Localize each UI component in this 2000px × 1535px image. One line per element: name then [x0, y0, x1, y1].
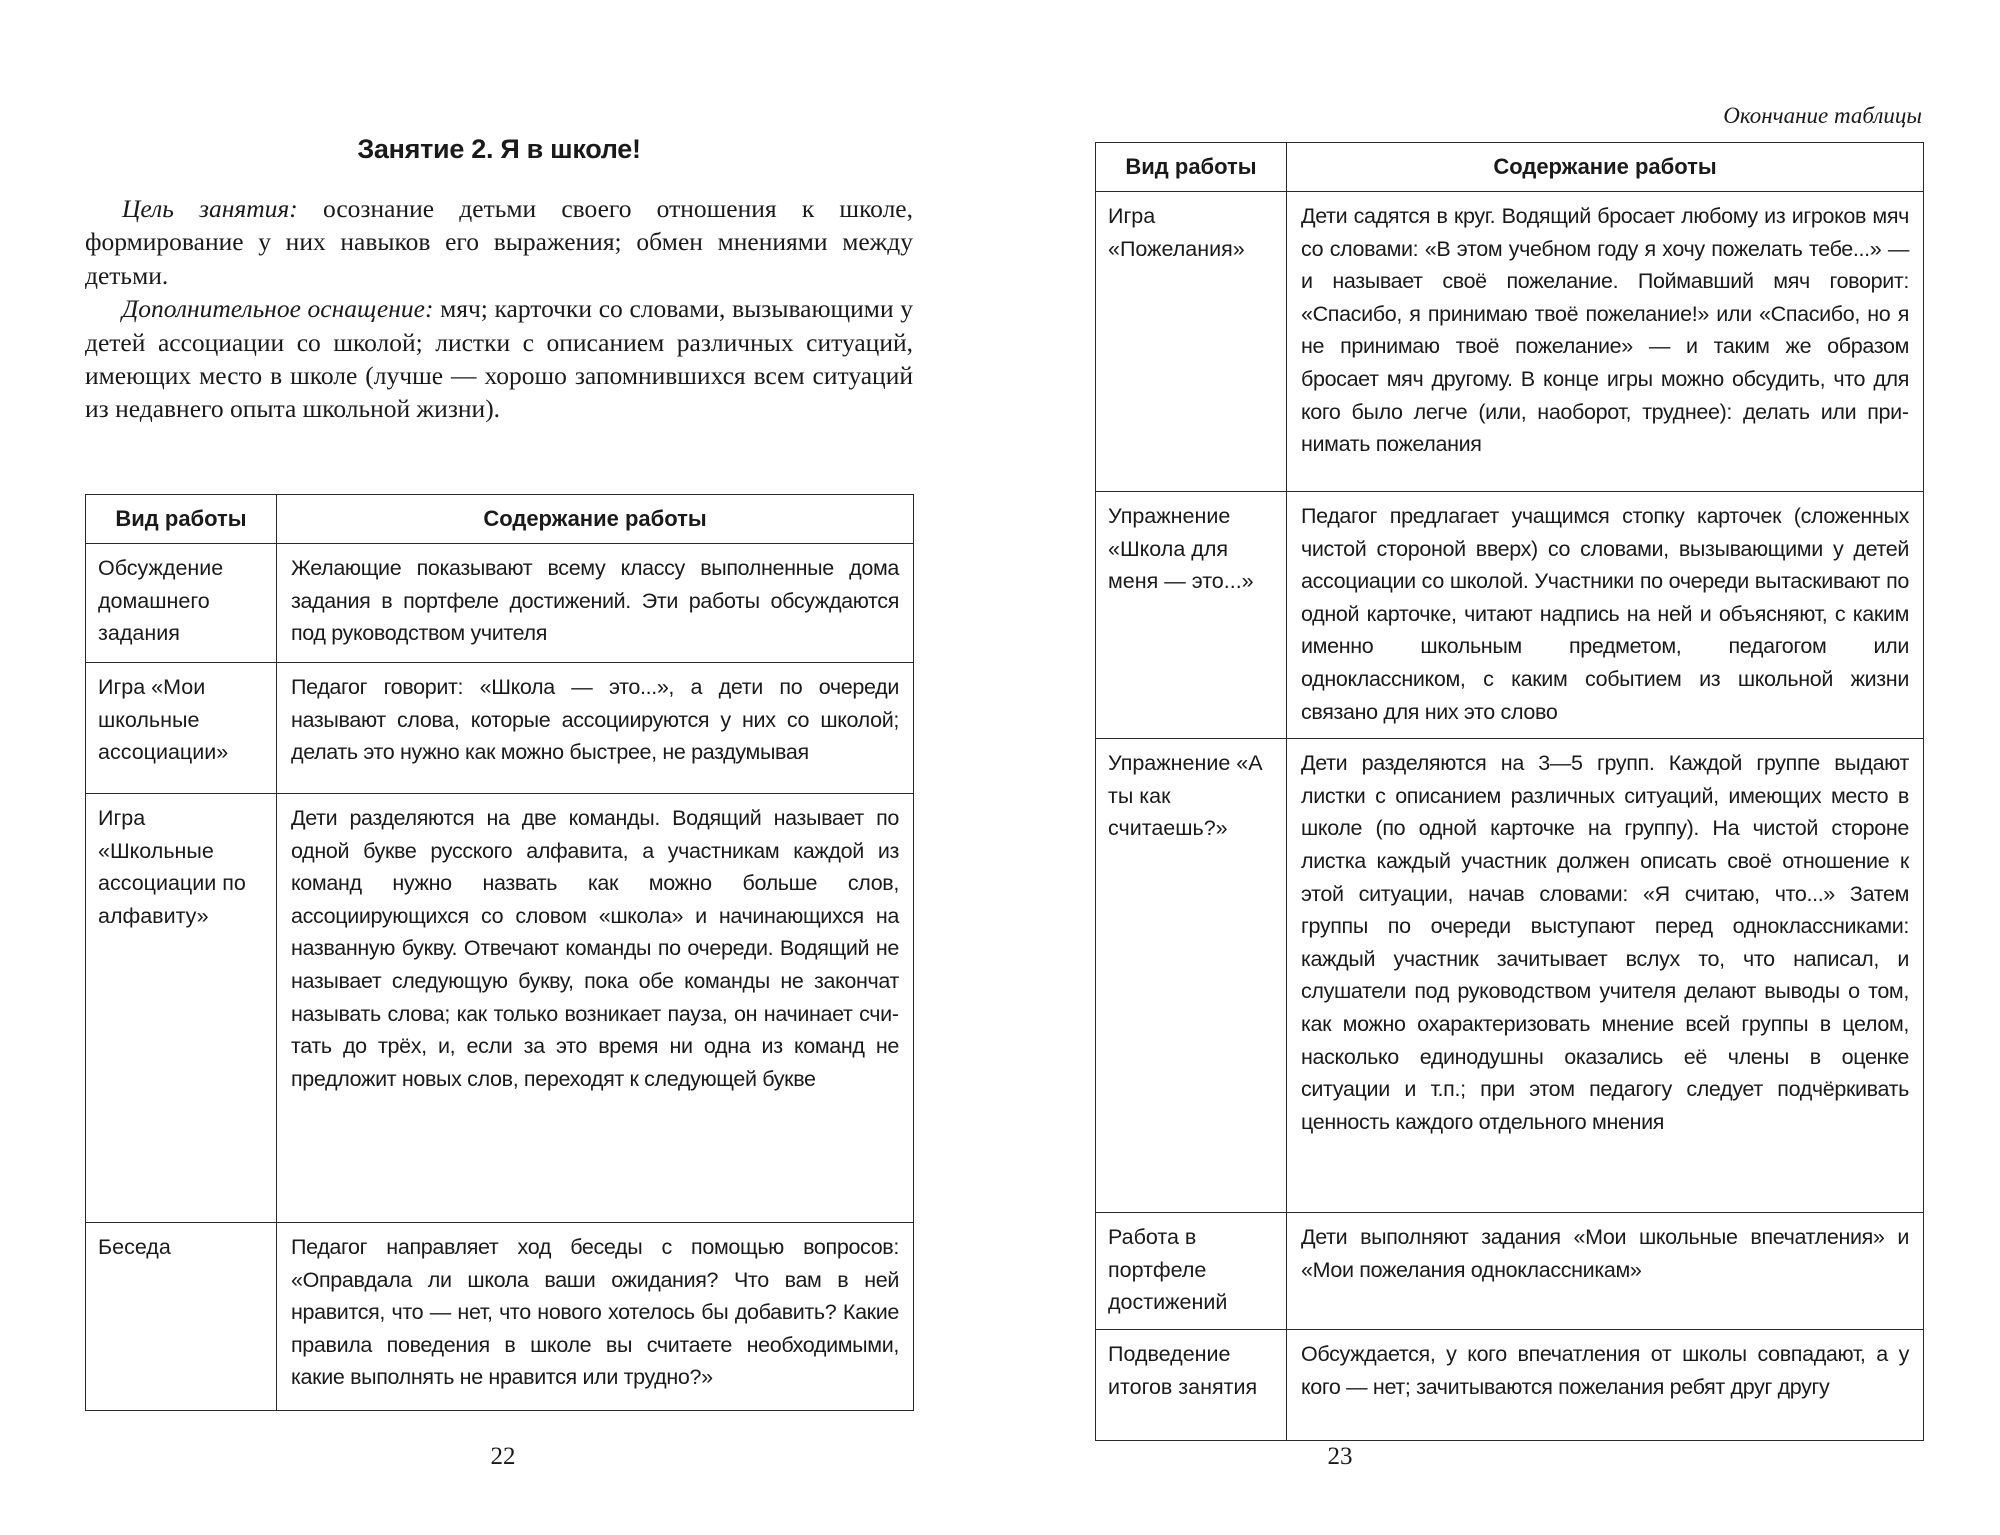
- table-row: [86, 663, 914, 794]
- table-row: [86, 544, 914, 663]
- lesson-intro: [85, 192, 913, 426]
- header-work-content: Содержание работы: [277, 495, 914, 544]
- table-row: [1096, 739, 1924, 1213]
- work-content-cell: Обсуждается, у кого впечатления от школы совпадают, а у кого — нет; зачитываются пожелания ребят друг другу: [1287, 1329, 1924, 1440]
- table-row: [1096, 1213, 1924, 1330]
- table-row: [86, 794, 914, 1223]
- page-number-right: 23: [1327, 1443, 1353, 1470]
- work-content-cell: Дети садятся в круг. Водящий бросает любому из игроков мяч со словами: «В этом учебном году я хочу пожелать тебе...» — и называет своё пожелание. Поймавший мяч говорит: «Спасибо, я принимаю твоё пожелание!» или «Спасибо, но я не принимаю твоё пожелание» — и таким же образом бросает мяч другому. В конце игры можно обсудить, что для кого было легче (или, наоборот, труднее): делать или принимать пожелания: [1287, 192, 1924, 492]
- work-type-cell: Упражнение «А ты как считаешь?»: [1096, 739, 1287, 1213]
- work-type-cell: Обсуждение домашнего задания: [86, 544, 277, 663]
- table-row: [1096, 192, 1924, 492]
- work-content-cell: Педагог говорит: «Школа — это...», а дети по очереди называют слова, которые ассоциируются у них со школой; делать это нужно как можно быстрее, не раздумывая: [277, 663, 914, 794]
- page-right: [1000, 0, 2000, 1535]
- table-continuation-note: Окончание таблицы: [1723, 103, 1922, 128]
- work-type-cell: Работа в портфеле достижений: [1096, 1213, 1287, 1330]
- work-type-cell: Упражнение «Школа для меня — это...»: [1096, 492, 1287, 739]
- work-content-cell: Дети выполняют задания «Мои школьные впечатления» и «Мои пожелания одноклассникам»: [1287, 1213, 1924, 1330]
- work-table-left: [85, 494, 914, 1411]
- work-table-right: [1095, 142, 1924, 1441]
- work-content-cell: Педагог предлагает учащимся стопку карточек (сложенных чистой стороной вверх) со словами, вызывающими у детей ассоциации со школой. Участники по очереди вытаскивают по одной карточке, читают надпись на ней и объясняют, с каким именно школьным предметом, педагогом или одноклассником, с каким событием из школьной жизни связано для них это слово: [1287, 492, 1924, 739]
- work-type-cell: Игра «Школьные ассоциации по алфавиту»: [86, 794, 277, 1223]
- work-type-cell: Беседа: [86, 1223, 277, 1411]
- equipment-paragraph: [85, 292, 913, 426]
- table-header-row: [86, 495, 914, 544]
- equipment-label: Дополнительное оснащение:: [122, 294, 434, 324]
- work-content-cell: Педагог направляет ход беседы с помощью вопросов: «Оправдала ли школа ваши ожидания? Что вам в ней нравится, что — нет, что нового хотелось бы добавить? Какие правила поведения в школе вы считаете необходимыми, какие выполнять не нравится или трудно?»: [277, 1223, 914, 1411]
- lesson-title: Занятие 2. Я в школе!: [357, 134, 641, 164]
- work-type-cell: Подведение итогов занятия: [1096, 1329, 1287, 1440]
- equipment-text: мяч; карточки со словами, вызывающими у детей ассоциации со школой; листки с описанием различных ситуаций, имеющих место в школе (лучше — хорошо запомнившихся всем ситуаций из недавнего опыта школьной жизни).: [85, 294, 914, 424]
- header-work-type: Вид работы: [86, 495, 277, 544]
- table-header-row: [1096, 143, 1924, 192]
- lesson-goal-label: Цель занятия:: [122, 194, 298, 223]
- work-content-cell: Дети разделяются на две команды. Водящий называет по одной букве русского алфавита, а участникам каждой из команд нужно назвать как можно больше слов, ассоциирующихся со словом «школа» и начинающихся на названную букву. Отвечают команды по очереди. Водящий не называет следующую букву, пока обе команды не закончат называть слова; как только возникает пауза, он начинает считать до трёх, и, если за это время ни одна из команд не предложит новых слов, переходят к следующей букве: [277, 794, 914, 1223]
- lesson-goal-paragraph: [85, 192, 913, 292]
- work-type-cell: Игра «Мои школьные ассоциации»: [86, 663, 277, 794]
- header-work-content: Содержание работы: [1287, 143, 1924, 192]
- page-number-left: 22: [490, 1443, 516, 1470]
- table-row: [1096, 1329, 1924, 1440]
- table-row: [86, 1223, 914, 1411]
- work-content-cell: Дети разделяются на 3—5 групп. Каждой группе выдают листки с описанием различных ситуаций, имеющих место в школе (по одной карточке на группу). На чистой стороне листка каждый участник должен описать своё отношение к этой ситуации, начав словами: «Я считаю, что...» Затем группы по очереди выступают перед одноклассниками: каждый участник зачитывает вслух то, что написал, и слушатели под руководством учителя делают выводы о том, как можно охарактеризовать мнение всей группы в целом, насколько единодушны оказались её члены в оценке ситуации и т.п.; при этом педагогу следует подчёркивать ценность каждого отдельного мнения: [1287, 739, 1924, 1213]
- header-work-type: Вид работы: [1096, 143, 1287, 192]
- lesson-goal-text: осознание детьми своего отношения к школе, формирование у них навыков его выражения; обмен мнениями между детьми.: [85, 194, 913, 290]
- work-type-cell: Игра «Пожелания»: [1096, 192, 1287, 492]
- table-row: [1096, 492, 1924, 739]
- work-content-cell: Желающие показывают всему классу выполненные дома задания в портфеле достижений. Эти работы обсуждаются под руководством учителя: [277, 544, 914, 663]
